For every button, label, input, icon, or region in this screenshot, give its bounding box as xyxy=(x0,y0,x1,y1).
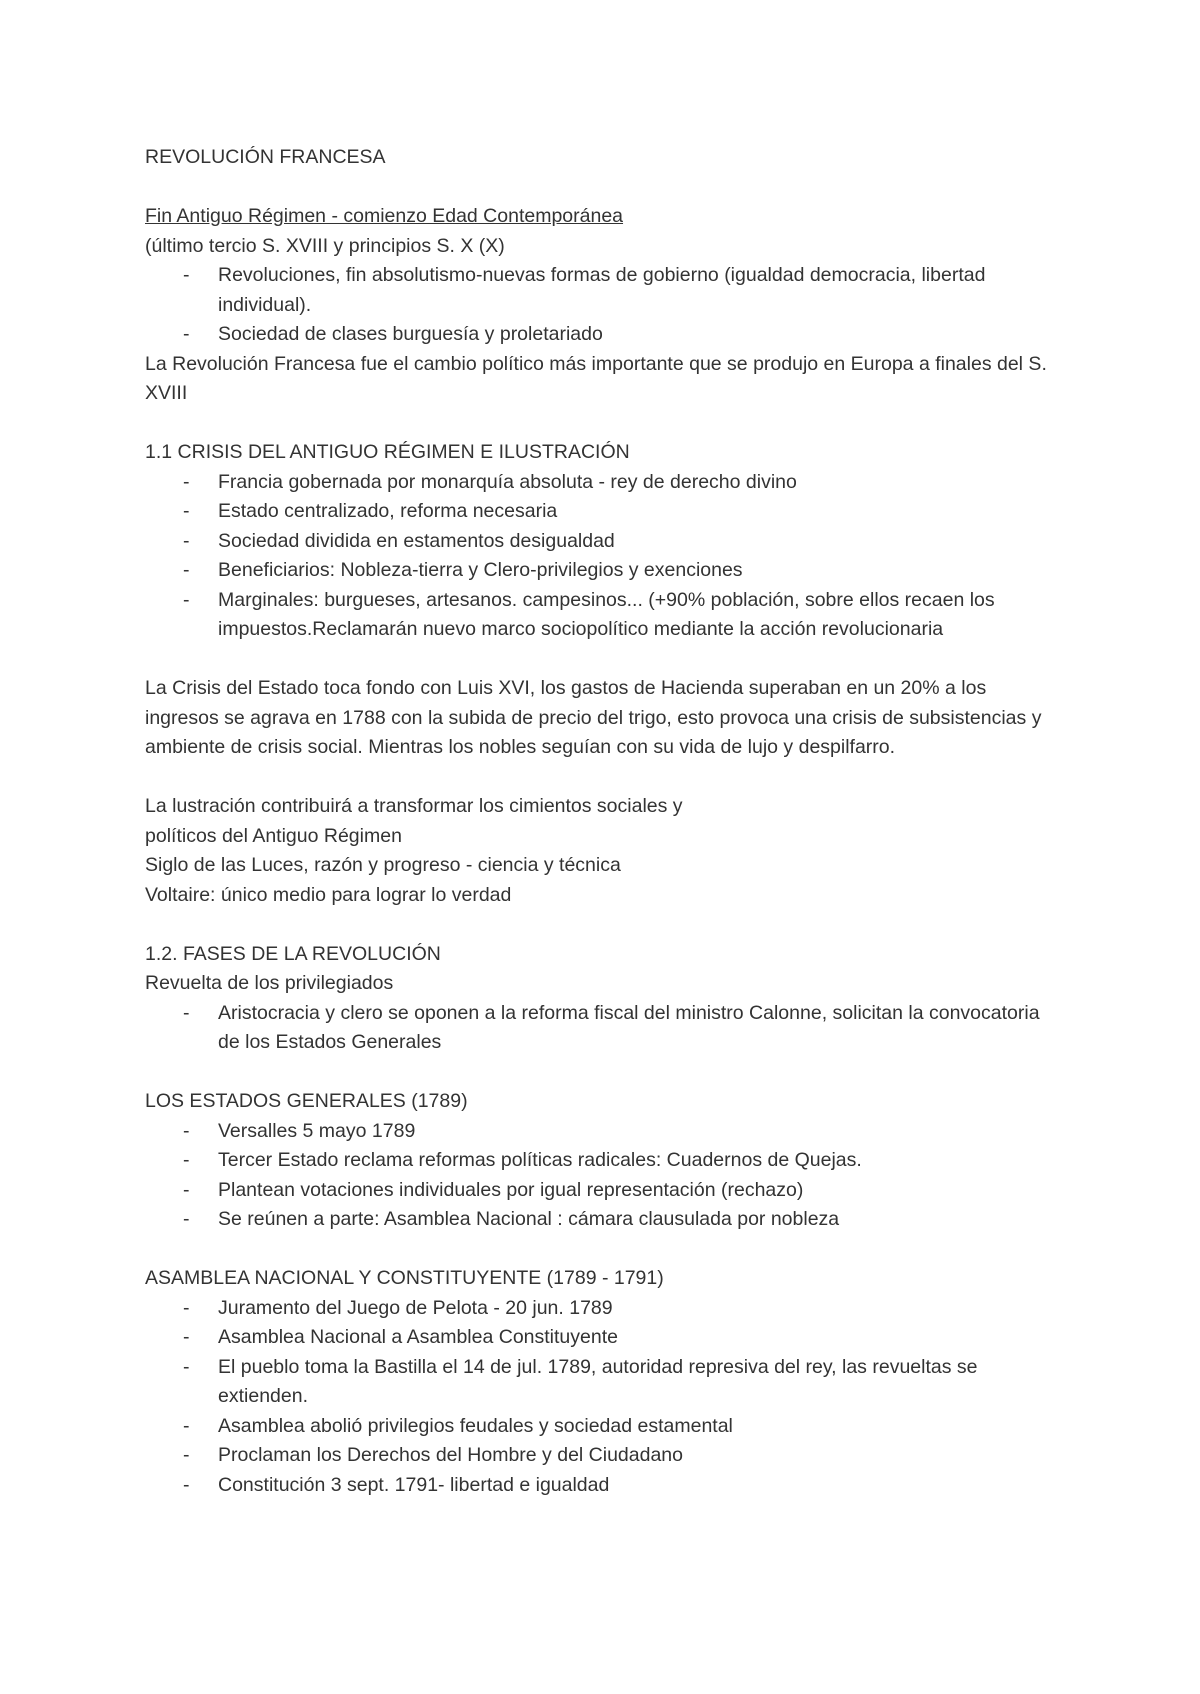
list-item: - Juramento del Juego de Pelota - 20 jun. 1789 xyxy=(145,1294,1065,1324)
spacer xyxy=(145,645,1065,675)
spacer xyxy=(145,763,1065,793)
document-title: REVOLUCIÓN FRANCESA xyxy=(145,146,386,168)
ilustracion-line: La lustración contribuirá a transformar los cimientos sociales y xyxy=(145,795,683,817)
list-item: - Beneficiarios: Nobleza-tierra y Clero-privilegios y exenciones xyxy=(145,556,1065,586)
spacer xyxy=(145,409,1065,439)
estados-bullet-list xyxy=(145,1117,1065,1235)
section-heading-fases: 1.2. FASES DE LA REVOLUCIÓN xyxy=(145,942,441,965)
intro-bullet-list xyxy=(145,261,1065,350)
spacer xyxy=(145,173,1065,203)
asamblea-bullet-list xyxy=(145,1294,1065,1501)
intro-heading: Fin Antiguo Régimen - comienzo Edad Contemporánea xyxy=(145,205,624,227)
crisis-paragraph: La Crisis del Estado toca fondo con Luis XVI, los gastos de Hacienda superaban en un 20% a los ingresos se agrava en 1788 con la subida de precio del trigo, esto provoca una crisis de subsistencias y ambiente de crisis social. Mientras los nobles seguían con su vida de lujo y despilfarro. xyxy=(145,677,1042,758)
intro-paragraph: La Revolución Francesa fue el cambio político más importante que se produjo en Europa a finales del S. XVIII xyxy=(145,352,1047,404)
crisis-bullet-list xyxy=(145,468,1065,645)
spacer xyxy=(145,910,1065,940)
list-item: - Asamblea abolió privilegios feudales y sociedad estamental xyxy=(145,1412,1065,1442)
spacer xyxy=(145,1058,1065,1088)
list-item: - Versalles 5 mayo 1789 xyxy=(145,1117,1065,1147)
section-heading-asamblea: ASAMBLEA NACIONAL Y CONSTITUYENTE (1789 - 1791) xyxy=(145,1267,664,1289)
list-item: - Asamblea Nacional a Asamblea Constituyente xyxy=(145,1323,1065,1353)
spacer xyxy=(145,1235,1065,1265)
list-item: - Sociedad de clases burguesía y proletariado xyxy=(145,320,1065,350)
fases-bullet-list xyxy=(145,999,1065,1058)
list-item: - Revoluciones, fin absolutismo-nuevas formas de gobierno (igualdad democracia, libertad individual). xyxy=(145,261,1065,320)
list-item: - Estado centralizado, reforma necesaria xyxy=(145,497,1065,527)
subheading-revuelta: Revuelta de los privilegiados xyxy=(145,972,394,994)
list-item: - Constitución 3 sept. 1791- libertad e igualdad xyxy=(145,1471,1065,1501)
list-item: - Aristocracia y clero se oponen a la reforma fiscal del ministro Calonne, solicitan la convocatoria de los Estados Generales xyxy=(145,999,1065,1058)
list-item: - Se reúnen a parte: Asamblea Nacional : cámara clausulada por nobleza xyxy=(145,1205,1065,1235)
intro-period: (último tercio S. XVIII y principios S. X (X) xyxy=(145,234,505,257)
list-item: - Francia gobernada por monarquía absoluta - rey de derecho divino xyxy=(145,468,1065,498)
section-heading-crisis: 1.1 CRISIS DEL ANTIGUO RÉGIMEN E ILUSTRACIÓN xyxy=(145,441,630,463)
list-item: - El pueblo toma la Bastilla el 14 de jul. 1789, autoridad represiva del rey, las revueltas se extienden. xyxy=(145,1353,1065,1412)
section-heading-estados: LOS ESTADOS GENERALES (1789) xyxy=(145,1090,468,1112)
list-item: - Plantean votaciones individuales por igual representación (rechazo) xyxy=(145,1176,1065,1206)
ilustracion-line: políticos del Antiguo Régimen xyxy=(145,824,402,847)
list-item: - Tercer Estado reclama reformas políticas radicales: Cuadernos de Quejas. xyxy=(145,1146,1065,1176)
list-item: - Marginales: burgueses, artesanos. campesinos... (+90% población, sobre ellos recaen los impuestos.Reclamarán nuevo marco sociopolítico mediante la acción revolucionaria xyxy=(145,586,1065,645)
list-item: - Sociedad dividida en estamentos desigualdad xyxy=(145,527,1065,557)
ilustracion-line: Siglo de las Luces, razón y progreso - ciencia y técnica xyxy=(145,854,621,876)
list-item: - Proclaman los Derechos del Hombre y del Ciudadano xyxy=(145,1441,1065,1471)
ilustracion-line: Voltaire: único medio para lograr lo verdad xyxy=(145,883,512,906)
